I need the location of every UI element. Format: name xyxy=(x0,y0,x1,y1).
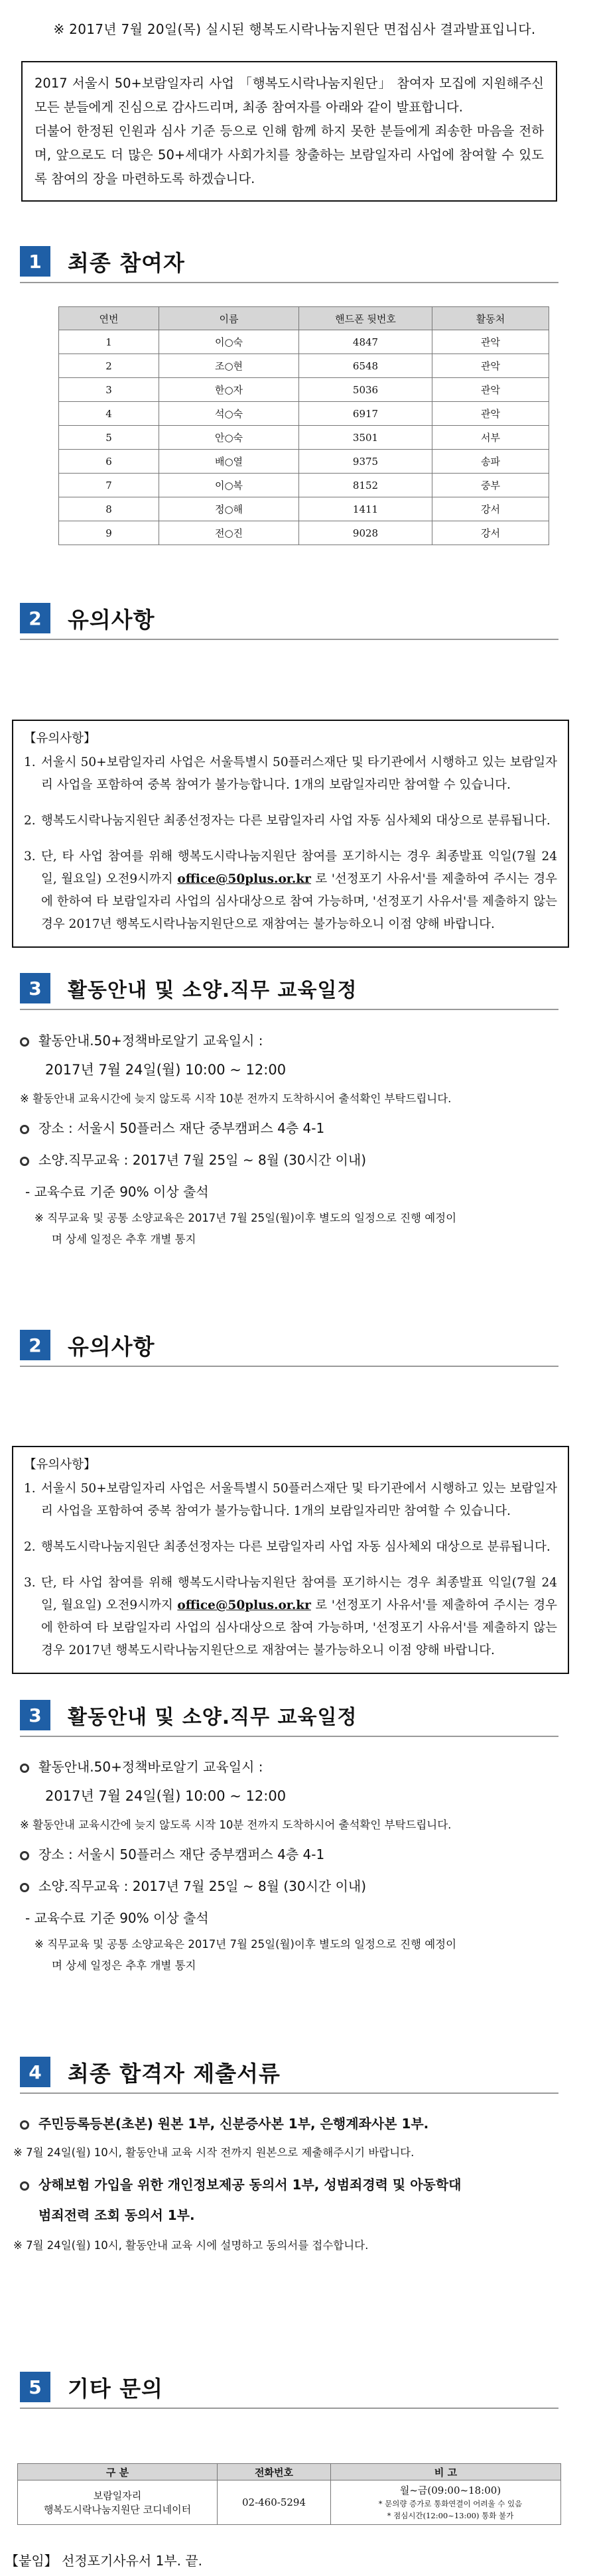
training-note-line-2: 며 상세 일정은 추후 개별 통지 xyxy=(52,1233,196,1246)
item-text-after-email: 로 '선정포기 사유서'를 제출하여 주시는 경우에 한하여 타 보람일자리 사업의 심사대상으로 참여 가능하며, '선정포기 사유서'를 제출하지 않는 경우 2017년 행복도시락나눔지원단으로 재참여는 불가능하오니 이점 양해 바랍니다. xyxy=(41,872,557,931)
item-text-after-email: 로 '선정포기 사유서'를 제출하여 주시는 경우에 한하여 타 보람일자리 사업의 심사대상으로 참여 가능하며, '선정포기 사유서'를 제출하지 않는 경우 2017년 행복도시락나눔지원단으로 재참여는 불가능하오니 이점 양해 바랍니다. xyxy=(41,1598,557,1657)
caution-list xyxy=(24,1478,557,1662)
table-cell: 5 xyxy=(59,426,159,450)
section-divider xyxy=(20,1366,558,1367)
section-number: 1 xyxy=(20,246,50,277)
item-number: 1. xyxy=(24,1482,36,1496)
table-row xyxy=(59,521,549,545)
document-text: 상해보험 가입을 위한 개인정보제공 동의서 1부, 성범죄경력 및 아동학대 xyxy=(38,2177,462,2193)
item-text: 행복도시락나눔지원단 최종선정자는 다른 보람일자리 사업 자동 심사체외 대상으로 분류됩니다. xyxy=(41,1540,551,1554)
table-cell: 3501 xyxy=(299,426,432,450)
training-note-line-1: ※ 직무교육 및 공통 소양교육은 2017년 7월 25일(월)이후 별도의 일정으로 진행 예정이 xyxy=(34,1212,457,1224)
section-number: 3 xyxy=(20,1700,50,1730)
memo-note-1: * 문의량 증가로 통화연결이 어려울 수 있음 xyxy=(378,2499,523,2508)
section-divider xyxy=(20,2408,558,2409)
item-number: 3. xyxy=(24,850,36,864)
table-cell: 전○진 xyxy=(159,521,299,545)
caution-lead: 【유의사항】 xyxy=(24,1458,96,1472)
table-cell: 5036 xyxy=(299,378,432,402)
document-note-1: ※ 7월 24일(월) 10시, 활동안내 교육 시작 전까지 원본으로 제출해주시기 바랍니다. xyxy=(13,2146,415,2159)
attachment-note: 【붙임】 선정포기사유서 1부. 끝. xyxy=(5,2553,203,2569)
item-number: 2. xyxy=(24,1540,36,1554)
training-line xyxy=(20,1149,366,1169)
item-text xyxy=(41,1572,557,1662)
section-divider xyxy=(20,2093,558,2094)
list-item xyxy=(24,751,557,797)
table-cell: 정○해 xyxy=(159,497,299,521)
education-note: ※ 활동안내 교육시간에 늦지 않도록 시작 10분 전까지 도착하시어 출석확인 부탁드립니다. xyxy=(20,1819,452,1831)
item-text: 행복도시락나눔지원단 최종선정자는 다른 보람일자리 사업 자동 심사체외 대상으로 분류됩니다. xyxy=(41,814,551,828)
table-cell: 4 xyxy=(59,402,159,426)
table-cell: 안○숙 xyxy=(159,426,299,450)
item-text-before-email: 단, 타 사업 참여를 위해 행복도시락나눔지원단 참여를 포기하시는 경우 최종발표 익일(7월 24일, 월요일) 오전9시까지 xyxy=(41,1576,557,1612)
section-2-header-repeat xyxy=(20,1328,155,1362)
section-title: 최종 참여자 xyxy=(68,249,185,276)
intro-paragraph-1: 2017 서울시 50+보람일자리 사업 「행복도시락나눔지원단」 참여자 모집에 지원해주신 모든 분들에게 진심으로 감사드리며, 최종 참여자를 아래와 같이 발표합니다. xyxy=(34,76,544,115)
final-participants-table xyxy=(58,306,549,545)
memo-note-2: * 점심시간(12:00~13:00) 통화 불가 xyxy=(387,2511,514,2520)
section-number: 5 xyxy=(20,2372,50,2402)
training-note-line-1: ※ 직무교육 및 공통 소양교육은 2017년 7월 25일(월)이후 별도의 일정으로 진행 예정이 xyxy=(34,1938,457,1951)
table-cell: 송파 xyxy=(432,450,549,474)
documents-block xyxy=(13,2113,577,2252)
column-header: 연번 xyxy=(59,307,159,330)
intro-box xyxy=(21,61,557,202)
table-cell: 9028 xyxy=(299,521,432,545)
caution-lead: 【유의사항】 xyxy=(24,732,96,745)
document-text: 주민등록등본(초본) 원본 1부, 신분증사본 1부, 은행계좌사본 1부. xyxy=(38,2116,429,2132)
bullet-icon xyxy=(20,1851,29,1860)
education-date: 2017년 7월 24일(월) 10:00 ~ 12:00 xyxy=(45,1062,287,1078)
table-row xyxy=(59,330,549,354)
item-number: 3. xyxy=(24,1576,36,1590)
place-line xyxy=(20,1118,324,1137)
column-header: 이름 xyxy=(159,307,299,330)
education-date: 2017년 7월 24일(월) 10:00 ~ 12:00 xyxy=(45,1788,287,1804)
list-item xyxy=(24,1572,557,1662)
top-notice: ※ 2017년 7월 20일(목) 실시된 행복도시락나눔지원단 면접심사 결과발표입니다. xyxy=(53,21,536,37)
document-line-2 xyxy=(20,2174,462,2193)
education-label-line xyxy=(20,1030,263,1049)
list-item xyxy=(24,846,557,936)
contact-phone-cell: 02-460-5294 xyxy=(218,2480,331,2525)
section-number: 2 xyxy=(20,603,50,633)
office-hours: 월~금(09:00~18:00) xyxy=(399,2484,501,2496)
bullet-icon xyxy=(20,1125,29,1134)
intro-paragraph-2: 더불어 한정된 인원과 심사 기준 등으로 인해 함께 하지 못한 분들에게 죄송한 마음을 전하며, 앞으로도 더 많은 50+세대가 사회가치를 창출하는 보람일자리 사업에 참여할 수 있도록 참여의 장을 마련하도록 하겠습니다. xyxy=(34,123,544,186)
contact-memo-cell xyxy=(331,2480,561,2525)
table-cell: 이○복 xyxy=(159,474,299,497)
document-line-2-cont: 범죄전력 조회 동의서 1부. xyxy=(38,2207,195,2223)
table-cell: 6 xyxy=(59,450,159,474)
table-row xyxy=(59,450,549,474)
table-cell: 관악 xyxy=(432,354,549,378)
caution-box-repeat xyxy=(12,1446,569,1674)
table-cell: 강서 xyxy=(432,497,549,521)
table-cell: 이○숙 xyxy=(159,330,299,354)
table-cell: 8 xyxy=(59,497,159,521)
section-3-header-repeat xyxy=(20,1698,357,1732)
section-3-header xyxy=(20,971,357,1005)
completion-criteria: - 교육수료 기준 90% 이상 출석 xyxy=(25,1184,209,1200)
list-item xyxy=(24,1478,557,1523)
activity-info-block-repeat xyxy=(20,1756,577,2048)
column-header: 구 분 xyxy=(18,2464,218,2480)
table-cell: 관악 xyxy=(432,402,549,426)
table-row xyxy=(18,2480,561,2525)
education-label: 활동안내.50+정책바로알기 교육일시 : xyxy=(38,1759,263,1775)
column-header: 핸드폰 뒷번호 xyxy=(299,307,432,330)
table-header-row xyxy=(18,2464,561,2480)
bullet-icon xyxy=(20,1764,29,1773)
document-line-1 xyxy=(20,2113,428,2132)
table-header-row xyxy=(59,307,549,330)
org-line-1: 보람일자리 xyxy=(93,2490,142,2502)
section-number: 2 xyxy=(20,1330,50,1360)
item-text: 서울시 50+보람일자리 사업은 서울특별시 50플러스재단 및 타기관에서 시행하고 있는 보람일자리 사업을 포함하여 중복 참여가 불가능합니다. 1개의 보람일자리만 참여할 수 있습니다. xyxy=(41,755,557,792)
place-text: 장소 : 서울시 50플러스 재단 중부캠퍼스 4층 4-1 xyxy=(38,1120,325,1136)
table-cell: 2 xyxy=(59,354,159,378)
section-title: 최종 합격자 제출서류 xyxy=(68,2060,281,2087)
training-note-line-2: 며 상세 일정은 추후 개별 통지 xyxy=(52,1959,196,1972)
item-number: 2. xyxy=(24,814,36,828)
section-divider xyxy=(20,1009,558,1010)
document-note-2: ※ 7월 24일(월) 10시, 활동안내 교육 시에 설명하고 동의서를 접수합니다. xyxy=(13,2239,369,2252)
email-link[interactable]: office@50plus.or.kr xyxy=(177,872,311,886)
table-row xyxy=(59,497,549,521)
table-row xyxy=(59,474,549,497)
section-title: 유의사항 xyxy=(68,606,155,633)
list-item xyxy=(24,810,557,832)
completion-criteria: - 교육수료 기준 90% 이상 출석 xyxy=(25,1910,209,1926)
caution-list xyxy=(24,751,557,936)
training-text: 소양.직무교육 : 2017년 7월 25일 ~ 8월 (30시간 이내) xyxy=(38,1152,367,1168)
item-text: 서울시 50+보람일자리 사업은 서울특별시 50플러스재단 및 타기관에서 시행하고 있는 보람일자리 사업을 포함하여 중복 참여가 불가능합니다. 1개의 보람일자리만 참여할 수 있습니다. xyxy=(41,1482,557,1518)
item-text xyxy=(41,846,557,936)
table-cell: 강서 xyxy=(432,521,549,545)
table-cell: 석○숙 xyxy=(159,402,299,426)
table-cell: 1 xyxy=(59,330,159,354)
column-header: 전화번호 xyxy=(218,2464,331,2480)
table-cell: 조○현 xyxy=(159,354,299,378)
education-label: 활동안내.50+정책바로알기 교육일시 : xyxy=(38,1033,263,1049)
training-text: 소양.직무교육 : 2017년 7월 25일 ~ 8월 (30시간 이내) xyxy=(38,1878,367,1894)
table-cell: 4847 xyxy=(299,330,432,354)
table-cell: 9 xyxy=(59,521,159,545)
table-cell: 한○자 xyxy=(159,378,299,402)
table-cell: 관악 xyxy=(432,330,549,354)
table-cell: 7 xyxy=(59,474,159,497)
item-text-before-email: 단, 타 사업 참여를 위해 행복도시락나눔지원단 참여를 포기하시는 경우 최종발표 익일(7월 24일, 월요일) 오전9시까지 xyxy=(41,850,557,886)
table-cell: 관악 xyxy=(432,378,549,402)
table-cell: 6917 xyxy=(299,402,432,426)
education-note: ※ 활동안내 교육시간에 늦지 않도록 시작 10분 전까지 도착하시어 출석확인 부탁드립니다. xyxy=(20,1092,452,1105)
section-divider xyxy=(20,1736,558,1737)
section-1-header xyxy=(20,244,185,279)
table-row xyxy=(59,354,549,378)
item-number: 1. xyxy=(24,755,36,769)
activity-info-block xyxy=(20,1030,577,1322)
email-link[interactable]: office@50plus.or.kr xyxy=(177,1598,311,1612)
education-label-line xyxy=(20,1756,263,1775)
section-title: 활동안내 및 소양.직무 교육일정 xyxy=(68,979,358,1002)
list-item xyxy=(24,1536,557,1559)
bullet-icon xyxy=(20,1037,29,1047)
table-cell: 8152 xyxy=(299,474,432,497)
caution-box xyxy=(12,720,569,948)
bullet-icon xyxy=(20,2120,29,2130)
column-header: 비 고 xyxy=(331,2464,561,2480)
bullet-icon xyxy=(20,1883,29,1892)
table-row xyxy=(59,402,549,426)
table-cell: 서부 xyxy=(432,426,549,450)
table-row xyxy=(59,426,549,450)
section-4-header xyxy=(20,2055,281,2089)
place-text: 장소 : 서울시 50플러스 재단 중부캠퍼스 4층 4-1 xyxy=(38,1846,325,1862)
section-title: 유의사항 xyxy=(68,1333,155,1360)
table-cell: 배○열 xyxy=(159,450,299,474)
column-header: 활동처 xyxy=(432,307,549,330)
table-cell: 6548 xyxy=(299,354,432,378)
place-line xyxy=(20,1844,324,1863)
bullet-icon xyxy=(20,1157,29,1166)
section-title: 기타 문의 xyxy=(68,2375,164,2402)
table-cell: 3 xyxy=(59,378,159,402)
section-5-header xyxy=(20,2370,163,2404)
section-number: 4 xyxy=(20,2057,50,2087)
section-divider xyxy=(20,639,558,640)
contact-org-cell xyxy=(18,2480,218,2525)
section-divider xyxy=(20,282,558,283)
section-2-header xyxy=(20,601,155,635)
contact-table xyxy=(17,2463,561,2525)
org-line-2: 행복도시락나눔지원단 코디네이터 xyxy=(43,2504,192,2516)
table-cell: 1411 xyxy=(299,497,432,521)
table-cell: 중부 xyxy=(432,474,549,497)
table-cell: 9375 xyxy=(299,450,432,474)
section-number: 3 xyxy=(20,973,50,1003)
training-line xyxy=(20,1876,366,1895)
section-title: 활동안내 및 소양.직무 교육일정 xyxy=(68,1706,358,1729)
bullet-icon xyxy=(20,2181,29,2191)
table-row xyxy=(59,378,549,402)
